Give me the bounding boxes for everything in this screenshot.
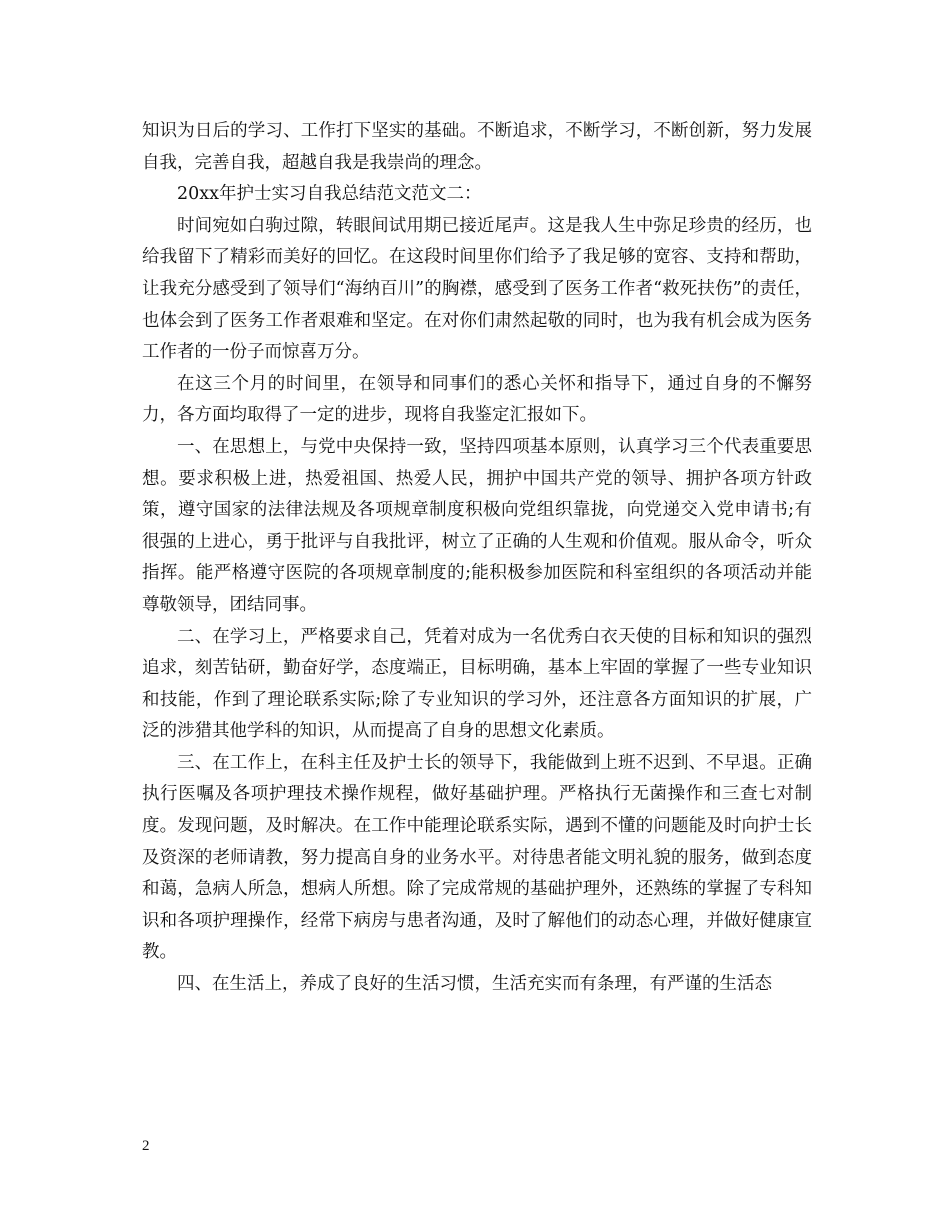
- paragraph: 二、在学习上，严格要求自己，凭着对成为一名优秀白衣天使的目标和知识的强烈追求，刻苦钻研，勤奋好学，态度端正，目标明确，基本上牢固的掌握了一些专业知识和技能，作到了理论联系实际;除了专业知识的学习外，还注意各方面知识的扩展，广泛的涉猎其他学科的知识，从而提高了自身的思想文化素质。: [142, 626, 812, 742]
- paragraph: 时间宛如白驹过隙，转眼间试用期已接近尾声。这是我人生中弥足珍贵的经历，也给我留下了精彩而美好的回忆。在这段时间里你们给予了我足够的宽容、支持和帮助，让我充分感受到了领导们“海纳百川”的胸襟，感受到了医务工作者“救死扶伤”的责任，也体会到了医务工作者艰难和坚定。在对你们肃然起敬的同时，也为我有机会成为医务工作者的一份子而惊喜万分。: [142, 215, 812, 363]
- body-text: [142, 116, 812, 1001]
- paragraph: 一、在思想上，与党中央保持一致，坚持四项基本原则，认真学习三个代表重要思想。要求积极上进，热爱祖国、热爱人民，拥护中国共产党的领导、拥护各项方针政策，遵守国家的法律法规及各项规章制度积极向党组织靠拢，向党递交入党申请书;有很强的上进心，勇于批评与自我批评，树立了正确的人生观和价值观。服从命令，听众指挥。能严格遵守医院的各项规章制度的;能积极参加医院和科室组织的各项活动并能尊敬领导，团结同事。: [142, 436, 812, 615]
- page-number: 2: [142, 1138, 150, 1154]
- paragraph: 在这三个月的时间里，在领导和同事们的悉心关怀和指导下，通过自身的不懈努力，各方面均取得了一定的进步，现将自我鉴定汇报如下。: [142, 373, 812, 426]
- section-heading: 20xx年护士实习自我总结范文范文二：: [177, 184, 482, 205]
- paragraph: 四、在生活上，养成了良好的生活习惯，生活充实而有条理，有严谨的生活态: [177, 974, 772, 995]
- paragraph: 三、在工作上，在科主任及护士长的领导下，我能做到上班不迟到、不早退。正确执行医嘱及各项护理技术操作规程，做好基础护理。严格执行无菌操作和三查七对制度。发现问题，及时解决。在工作中能理论联系实际，遇到不懂的问题能及时向护士长及资深的老师请教，努力提高自身的业务水平。对待患者能文明礼貌的服务，做到态度和蔼，急病人所急，想病人所想。除了完成常规的基础护理外，还熟练的掌握了专科知识和各项护理操作，经常下病房与患者沟通，及时了解他们的动态心理，并做好健康宣教。: [142, 752, 812, 963]
- paragraph: 知识为日后的学习、工作打下坚实的基础。不断追求，不断学习，不断创新，努力发展自我，完善自我，超越自我是我崇尚的理念。: [142, 121, 812, 173]
